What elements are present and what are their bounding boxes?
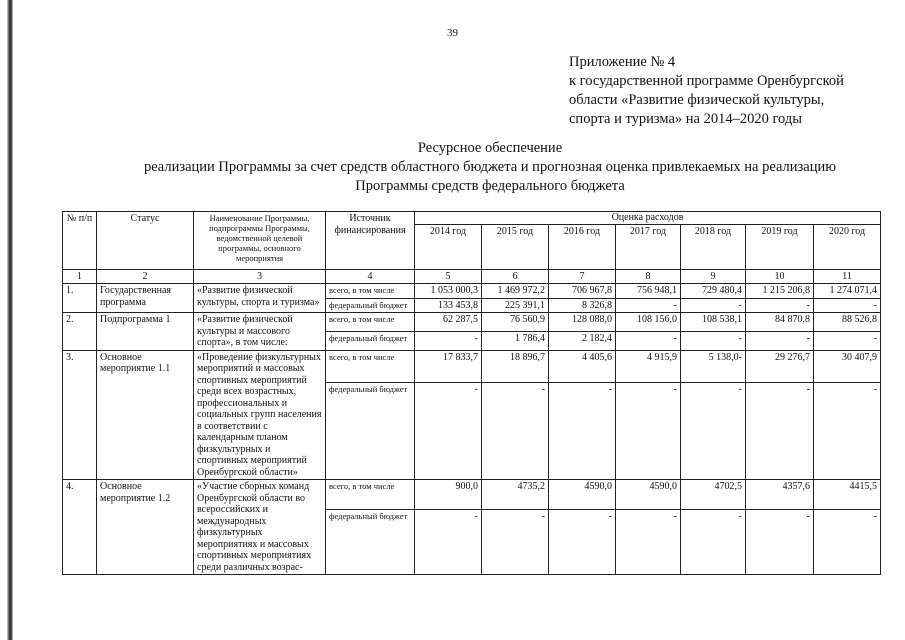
row-value: 4 915,9 [616, 350, 681, 383]
row-value: 4415,5 [814, 480, 881, 510]
column-number: 7 [549, 269, 616, 284]
row-num: 4. [63, 480, 97, 575]
appendix-line: к государственной программе Оренбургской [569, 73, 844, 89]
row-value: 62 287,5 [415, 313, 482, 332]
appendix-line: спорта и туризма» на 2014–2020 годы [569, 111, 803, 127]
table-row [63, 480, 881, 510]
row-value: 225 391,1 [482, 298, 549, 313]
row-value: - [814, 298, 881, 313]
title-line: Ресурсное обеспечение [417, 140, 563, 156]
row-value: 2 182,4 [549, 331, 616, 350]
row-source: всего, в том числе [326, 284, 415, 299]
column-number: 4 [326, 269, 415, 284]
row-value: 729 480,4 [681, 284, 746, 299]
appendix-block [569, 53, 844, 129]
header-year: 2017 год [616, 224, 681, 269]
row-value: 706 967,8 [549, 284, 616, 299]
document-title [60, 139, 905, 196]
appendix-line: Приложение № 4 [569, 54, 676, 70]
row-value: - [415, 331, 482, 350]
row-value: 756 948,1 [616, 284, 681, 299]
row-name: «Проведение физкультурных мероприятий и массовых спортивных мероприятий среди всех возрастных, профессиональных и социальных групп населения в соответствии с календарным планом физкультурных и спортивных мероприятий Оренбургской области» [194, 350, 326, 480]
row-value: 88 526,8 [814, 313, 881, 332]
row-value: - [746, 510, 814, 575]
row-source: федеральный бюджет [326, 383, 415, 480]
row-value: - [415, 510, 482, 575]
header-year: 2015 год [482, 224, 549, 269]
row-value: - [616, 510, 681, 575]
row-value: - [681, 510, 746, 575]
row-source: федеральный бюджет [326, 510, 415, 575]
row-value: 108 156,0 [616, 313, 681, 332]
header-year: 2014 год [415, 224, 482, 269]
row-value: - [814, 383, 881, 480]
row-value: - [482, 510, 549, 575]
row-value: 1 215 206,8 [746, 284, 814, 299]
header-source: Источник финансирования [326, 212, 415, 270]
column-number: 2 [97, 269, 194, 284]
row-value: 1 274 071,4 [814, 284, 881, 299]
title-line: Программы средств федерального бюджета [355, 178, 625, 194]
column-number: 3 [194, 269, 326, 284]
row-value: - [415, 383, 482, 480]
row-value: 900,0 [415, 480, 482, 510]
header-status: Статус [97, 212, 194, 270]
page-number: 39 [447, 27, 458, 39]
column-number: 1 [63, 269, 97, 284]
row-num: 1. [63, 284, 97, 313]
row-status: Государственная программа [97, 284, 194, 313]
row-value: 30 407,9 [814, 350, 881, 383]
row-value: 84 870,8 [746, 313, 814, 332]
row-num: 2. [63, 313, 97, 351]
row-value: - [549, 510, 616, 575]
resource-table [62, 211, 881, 575]
row-value: 133 453,8 [415, 298, 482, 313]
row-value: 4357,6 [746, 480, 814, 510]
column-number: 10 [746, 269, 814, 284]
column-number: 5 [415, 269, 482, 284]
row-source: всего, в том числе [326, 350, 415, 383]
row-value: - [616, 383, 681, 480]
row-name: «Участие сборных команд Оренбургской области во всероссийских и международных физкультурных мероприятиях и массовых спортивных мероприятиях среди различных возрас- [194, 480, 326, 575]
row-value: 18 896,7 [482, 350, 549, 383]
row-value: 1 469 972,2 [482, 284, 549, 299]
row-value: 4590,0 [549, 480, 616, 510]
row-num: 3. [63, 350, 97, 480]
column-number-row [63, 269, 881, 284]
title-line: реализации Программы за счет средств областного бюджета и прогнозная оценка привлекаемых на реализацию [143, 159, 837, 175]
row-value: 76 560,9 [482, 313, 549, 332]
row-source: федеральный бюджет [326, 331, 415, 350]
row-value: - [616, 331, 681, 350]
header-year: 2019 год [746, 224, 814, 269]
table-row [63, 284, 881, 299]
column-number: 9 [681, 269, 746, 284]
header-num: № п/п [63, 212, 97, 270]
row-value: - [746, 331, 814, 350]
column-number: 11 [814, 269, 881, 284]
row-name: «Развитие физической культуры, спорта и туризма» [194, 284, 326, 313]
row-value: 1 053 000,3 [415, 284, 482, 299]
row-value: - [814, 331, 881, 350]
row-value: 5 138,0- [681, 350, 746, 383]
row-value: 17 833,7 [415, 350, 482, 383]
header-estimate: Оценка расходов [415, 212, 881, 225]
row-value: 1 786,4 [482, 331, 549, 350]
row-value: 29 276,7 [746, 350, 814, 383]
column-number: 8 [616, 269, 681, 284]
row-value: - [681, 331, 746, 350]
header-name: Наименование Программы, подпрограммы Программы, ведомственной целевой программы, основного мероприятия [194, 212, 326, 270]
row-value: 128 088,0 [549, 313, 616, 332]
row-value: 108 538,1 [681, 313, 746, 332]
row-source: всего, в том числе [326, 313, 415, 332]
column-number: 6 [482, 269, 549, 284]
row-value: - [482, 383, 549, 480]
table-row [63, 313, 881, 332]
row-source: всего, в том числе [326, 480, 415, 510]
page-edge-shadow [7, 0, 13, 640]
row-value: 4590,0 [616, 480, 681, 510]
row-value: - [681, 383, 746, 480]
header-year: 2016 год [549, 224, 616, 269]
row-value: - [814, 510, 881, 575]
row-value: - [549, 383, 616, 480]
row-status: Основное мероприятие 1.1 [97, 350, 194, 480]
appendix-line: области «Развитие физической культуры, [569, 92, 825, 108]
header-year: 2020 год [814, 224, 881, 269]
row-value: 8 326,8 [549, 298, 616, 313]
table-row [63, 350, 881, 383]
row-value: - [681, 298, 746, 313]
row-value: - [746, 383, 814, 480]
row-value: - [616, 298, 681, 313]
header-year: 2018 год [681, 224, 746, 269]
row-value: 4702,5 [681, 480, 746, 510]
row-value: 4 405,6 [549, 350, 616, 383]
row-name: «Развитие физической культуры и массового спорта», в том числе: [194, 313, 326, 351]
row-status: Основное мероприятие 1.2 [97, 480, 194, 575]
row-value: 4735,2 [482, 480, 549, 510]
row-source: федеральный бюджет [326, 298, 415, 313]
row-value: - [746, 298, 814, 313]
row-status: Подпрограмма 1 [97, 313, 194, 351]
